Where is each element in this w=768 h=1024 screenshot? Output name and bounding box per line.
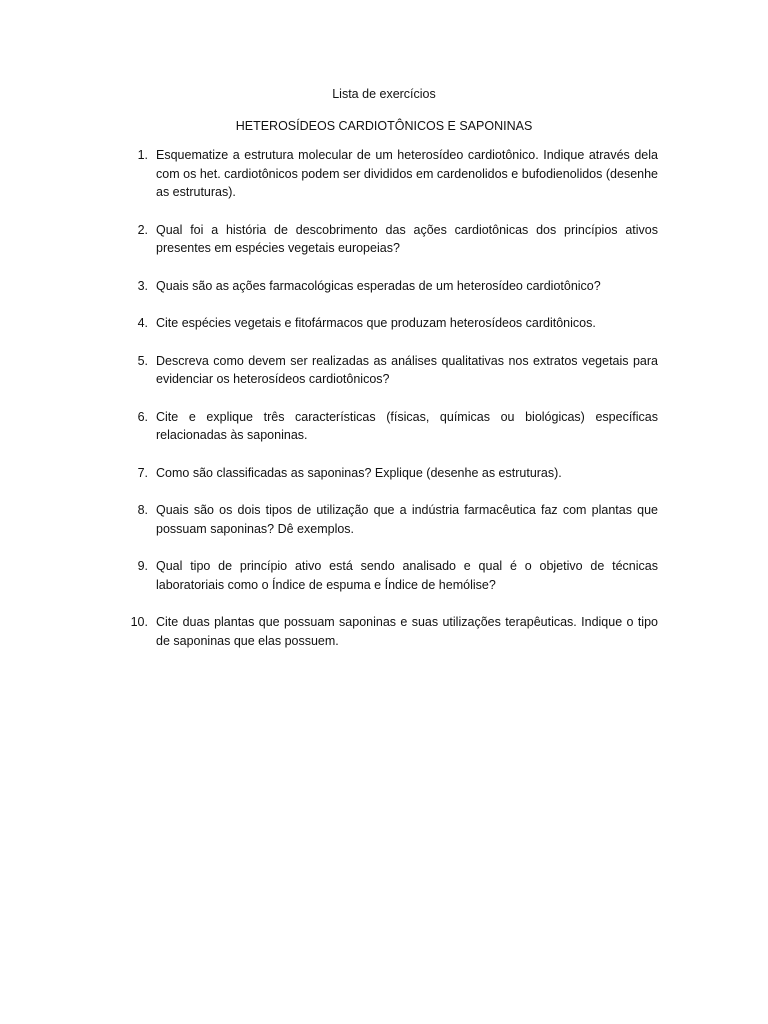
question-number: 3. (137, 278, 148, 293)
question-number: 8. (137, 503, 148, 517)
question-item (110, 464, 658, 483)
document-subtitle: HETEROSÍDEOS CARDIOTÔNICOS E SAPONINAS (235, 119, 533, 133)
question-item (110, 557, 658, 594)
question-text: Quais são os dois tipos de utilização que a indústria farmacêutica faz com plantas que possuam saponinas? Dê exemplos. (156, 503, 658, 536)
question-item (110, 501, 658, 538)
question-text: Quais são as ações farmacológicas esperadas de um heterosídeo cardiotônico? (156, 278, 601, 293)
question-text: Cite e explique três características (físicas, químicas ou biológicas) específicas relacionadas às saponinas. (156, 409, 658, 442)
question-item (110, 352, 658, 389)
question-number: 7. (137, 465, 148, 480)
question-text: Cite espécies vegetais e fitofármacos que produzam heterosídeos carditônicos. (156, 316, 596, 330)
question-item (110, 277, 658, 296)
question-text: Como são classificadas as saponinas? Explique (desenhe as estruturas). (156, 465, 562, 480)
question-list (110, 146, 658, 669)
question-number: 4. (137, 316, 148, 330)
question-text: Qual foi a história de descobrimento das ações cardiotônicas dos princípios ativos presentes em espécies vegetais europeias? (156, 222, 658, 255)
question-item (110, 221, 658, 258)
question-item (110, 408, 658, 445)
question-number: 6. (137, 409, 148, 424)
question-number: 2. (137, 222, 148, 237)
question-item (110, 146, 658, 202)
question-number: 1. (137, 148, 148, 162)
question-item (110, 613, 658, 650)
question-text: Qual tipo de princípio ativo está sendo analisado e qual é o objetivo de técnicas laboratoriais como o Índice de espuma e Índice de hemólise? (156, 559, 658, 592)
question-text: Descreva como devem ser realizadas as análises qualitativas nos extratos vegetais para evidenciar os heterosídeos cardiotônicos? (156, 353, 658, 386)
question-text: Cite duas plantas que possuam saponinas e suas utilizações terapêuticas. Indique o tipo de saponinas que elas possuem. (156, 615, 658, 648)
question-item (110, 314, 658, 333)
question-text: Esquematize a estrutura molecular de um heterosídeo cardiotônico. Indique através dela com os het. cardiotônicos podem ser divididos em cardenolidos e bufodienolidos (desenhe as estruturas). (156, 148, 658, 199)
question-number: 9. (137, 559, 148, 573)
question-number: 10. (130, 615, 148, 629)
question-number: 5. (137, 353, 148, 368)
document-title: Lista de exercícios (332, 87, 436, 101)
